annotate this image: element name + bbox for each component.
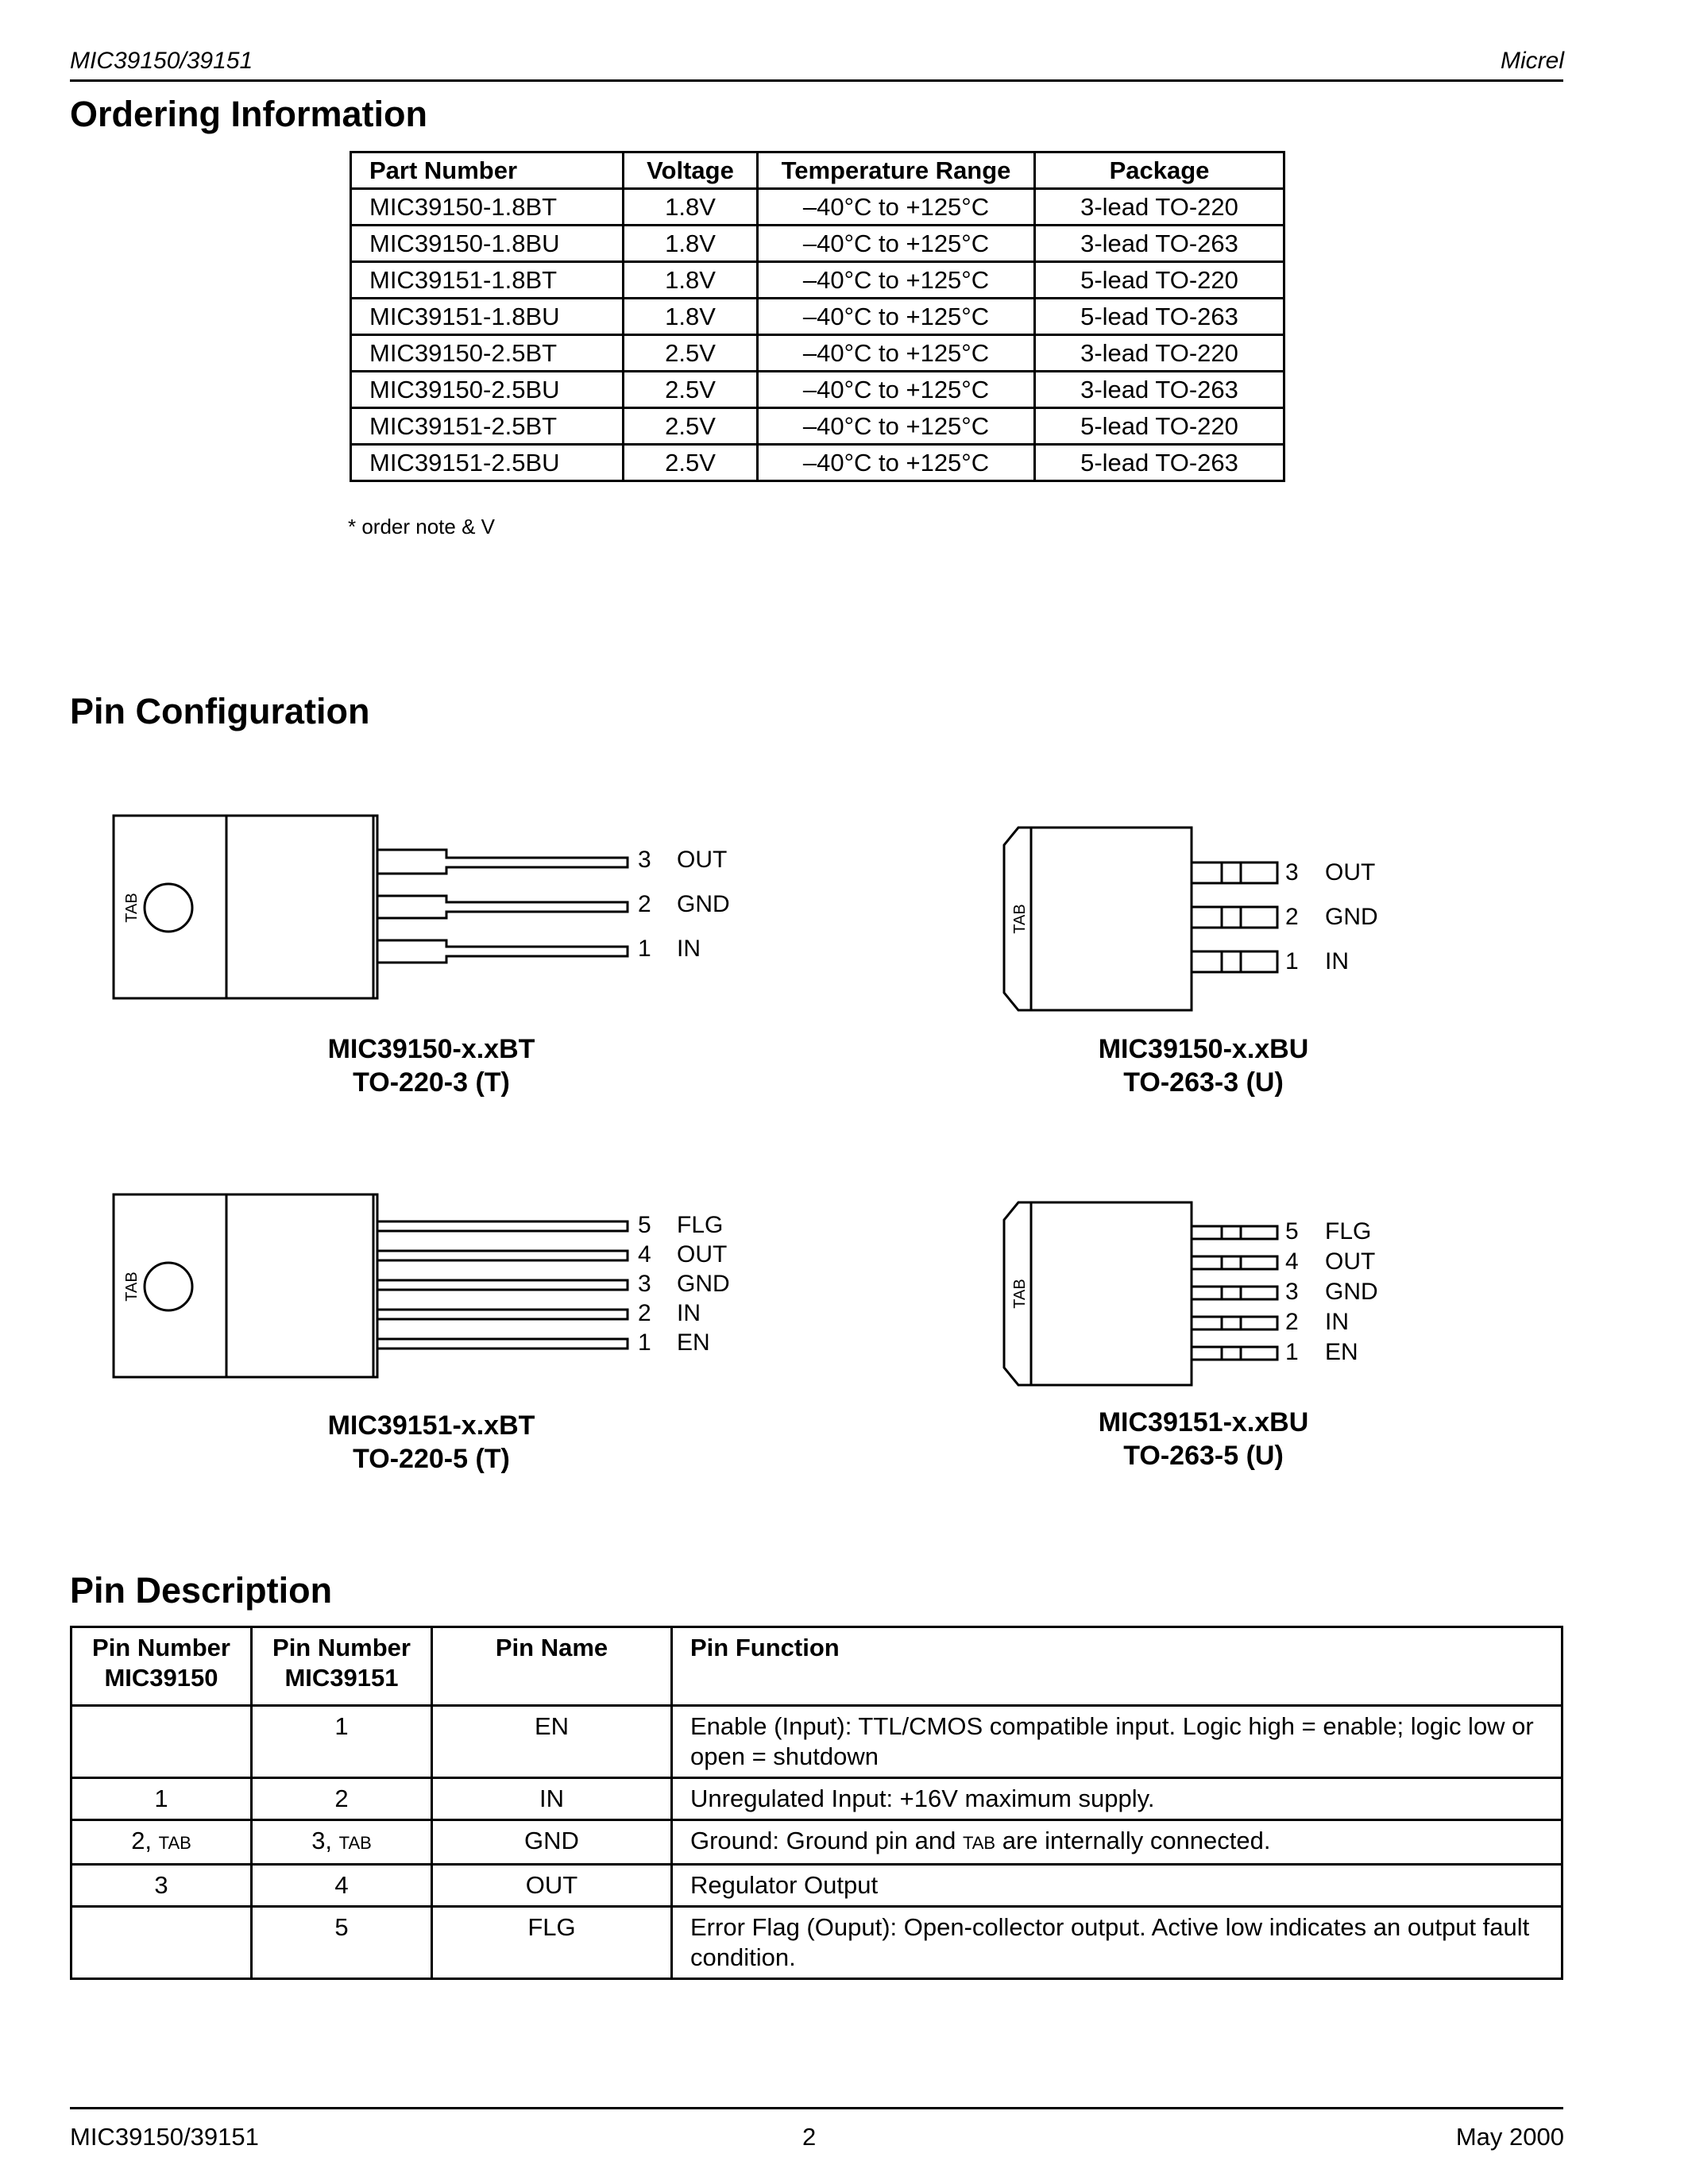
pin-name: IN <box>432 1778 672 1820</box>
table-cell: MIC39150-2.5BT <box>351 335 624 372</box>
ordering-title: Ordering Information <box>70 94 427 134</box>
pin-name: OUT <box>677 847 728 873</box>
package-type: TO-220-5 (T) <box>353 1444 510 1474</box>
tab-label: TAB <box>123 893 141 923</box>
pin-name: GND <box>1325 904 1378 930</box>
footer-doc-title: MIC39150/39151 <box>70 2123 259 2151</box>
pin-number: 1 <box>638 1329 651 1356</box>
pin-name: IN <box>677 1300 701 1326</box>
pin-function <box>672 1706 1562 1778</box>
table-cell: –40°C to +125°C <box>758 262 1035 299</box>
pin-number-mic39150 <box>71 1778 252 1820</box>
table-cell: –40°C to +125°C <box>758 299 1035 335</box>
package-label <box>233 1409 630 1476</box>
pin-name: FLG <box>1325 1218 1372 1244</box>
table-cell: –40°C to +125°C <box>758 408 1035 445</box>
pin-number-mic39150 <box>71 1907 252 1979</box>
table-cell: –40°C to +125°C <box>758 445 1035 481</box>
pin-number-mic39150 <box>71 1820 252 1865</box>
table-row <box>71 1778 1562 1820</box>
col-header <box>252 1627 432 1706</box>
pin-number: 1 <box>638 936 651 962</box>
footer-rule <box>70 2107 1563 2109</box>
table-cell: –40°C to +125°C <box>758 189 1035 226</box>
pin-number-mic39151 <box>252 1865 432 1907</box>
cell-text: 5 <box>334 1913 349 1941</box>
table-cell: 2.5V <box>624 408 758 445</box>
pin-number-mic39151 <box>252 1820 432 1865</box>
cell-text: 2 <box>334 1785 349 1812</box>
package-part-name: MIC39151-x.xBT <box>327 1410 535 1441</box>
table-cell: –40°C to +125°C <box>758 372 1035 408</box>
pin-number-mic39150 <box>71 1706 252 1778</box>
table-cell: 5-lead TO-263 <box>1035 445 1284 481</box>
footer-date: May 2000 <box>1455 2123 1564 2151</box>
pin-desc-title: Pin Description <box>70 1570 333 1611</box>
pin-number: 5 <box>1285 1218 1299 1244</box>
pin-name: EN <box>432 1706 672 1778</box>
pin-name: GND <box>432 1820 672 1865</box>
pin-number-mic39151 <box>252 1778 432 1820</box>
pin-number: 4 <box>1285 1248 1299 1275</box>
col-header: Pin Function <box>672 1627 1562 1706</box>
to220-3-package <box>114 816 628 998</box>
pin-number: 3 <box>1285 859 1299 886</box>
package-label <box>1005 1406 1402 1472</box>
tab-smallcaps: TAB <box>338 1833 372 1853</box>
package-part-name: MIC39150-x.xBU <box>1098 1034 1309 1064</box>
table-cell: MIC39151-2.5BU <box>351 445 624 481</box>
table-cell: –40°C to +125°C <box>758 335 1035 372</box>
pin-number-mic39150 <box>71 1865 252 1907</box>
pin-number: 4 <box>638 1241 651 1268</box>
pin-number: 5 <box>638 1212 651 1238</box>
pin-name: EN <box>677 1329 710 1356</box>
col-header: Temperature Range <box>758 152 1035 189</box>
pin-name: OUT <box>1325 859 1376 886</box>
cell-text: Regulator Output <box>690 1871 879 1899</box>
cell-text: 3 <box>154 1871 168 1899</box>
pin-number: 1 <box>1285 1339 1299 1365</box>
pin-name: OUT <box>1325 1248 1376 1275</box>
ordering-note: * order note & V <box>348 515 495 538</box>
table-cell: MIC39150-2.5BU <box>351 372 624 408</box>
pin-number-mic39151 <box>252 1706 432 1778</box>
pin-number-mic39151 <box>252 1907 432 1979</box>
tab-label: TAB <box>1011 904 1029 934</box>
table-row <box>71 1907 1562 1979</box>
tab-smallcaps: TAB <box>962 1833 996 1853</box>
pin-function <box>672 1907 1562 1979</box>
table-cell: 2.5V <box>624 335 758 372</box>
table-cell: 5-lead TO-220 <box>1035 262 1284 299</box>
table-cell: MIC39150-1.8BU <box>351 226 624 262</box>
pin-number: 3 <box>638 1271 651 1297</box>
to220-5-package <box>114 1194 628 1377</box>
tab-smallcaps: TAB <box>158 1833 191 1853</box>
page-number: 2 <box>802 2123 817 2151</box>
pin-name: IN <box>677 936 701 962</box>
table-cell: 1.8V <box>624 299 758 335</box>
package-part-name: MIC39150-x.xBT <box>327 1034 535 1064</box>
pin-number: 3 <box>638 847 651 873</box>
col-header: Package <box>1035 152 1284 189</box>
pin-name: OUT <box>432 1865 672 1907</box>
cell-text: Enable (Input): TTL/CMOS compatible input. Logic high = enable; logic low or open = shutdown <box>690 1712 1534 1770</box>
mounting-hole-icon <box>145 884 192 932</box>
col-header-line: MIC39151 <box>284 1664 399 1692</box>
pin-number: 3 <box>1285 1279 1299 1305</box>
pin-desc-header-row <box>71 1627 1562 1706</box>
table-cell: 1.8V <box>624 189 758 226</box>
col-header: Pin Name <box>432 1627 672 1706</box>
pin-desc-table <box>70 1626 1563 1980</box>
pin-name: IN <box>1325 1309 1349 1335</box>
pin-name: GND <box>677 891 730 917</box>
table-cell: 1.8V <box>624 262 758 299</box>
pin-name: EN <box>1325 1339 1358 1365</box>
table-cell: 3-lead TO-220 <box>1035 189 1284 226</box>
tab-label: TAB <box>123 1271 141 1302</box>
package-type: TO-263-3 (U) <box>1123 1067 1284 1098</box>
package-part-name: MIC39151-x.xBU <box>1098 1407 1309 1437</box>
table-row <box>71 1820 1562 1865</box>
mounting-hole-icon <box>145 1263 192 1310</box>
pin-config-title: Pin Configuration <box>70 691 370 731</box>
col-header <box>71 1627 252 1706</box>
col-header: Part Number <box>351 152 624 189</box>
table-cell: 3-lead TO-263 <box>1035 226 1284 262</box>
col-header-line: Pin Number <box>92 1634 230 1661</box>
table-cell: MIC39151-1.8BT <box>351 262 624 299</box>
pin-name: OUT <box>677 1241 728 1268</box>
pin-number: 2 <box>1285 904 1299 930</box>
pin-function <box>672 1778 1562 1820</box>
header-doc-title: MIC39150/39151 <box>70 48 253 74</box>
col-header: Voltage <box>624 152 758 189</box>
col-header-line: MIC39150 <box>104 1664 218 1692</box>
to263-3-package <box>1004 828 1277 1010</box>
tab-label: TAB <box>1011 1279 1029 1309</box>
table-cell: –40°C to +125°C <box>758 226 1035 262</box>
pin-name: GND <box>1325 1279 1378 1305</box>
pin-number: 2 <box>638 891 651 917</box>
package-type: TO-220-3 (T) <box>353 1067 510 1098</box>
cell-text: Ground: Ground pin and <box>690 1827 963 1854</box>
table-cell: 5-lead TO-263 <box>1035 299 1284 335</box>
package-label <box>1005 1032 1402 1099</box>
table-cell: MIC39150-1.8BT <box>351 189 624 226</box>
table-row <box>71 1706 1562 1778</box>
pin-name: FLG <box>677 1212 724 1238</box>
cell-text: 1 <box>334 1712 349 1740</box>
table-cell: 3-lead TO-220 <box>1035 335 1284 372</box>
pin-name: FLG <box>432 1907 672 1979</box>
pin-name: GND <box>677 1271 730 1297</box>
package-type: TO-263-5 (U) <box>1123 1441 1284 1471</box>
table-cell: 1.8V <box>624 226 758 262</box>
header-company: Micrel <box>1501 48 1564 74</box>
to263-5-package <box>1004 1202 1277 1385</box>
cell-text: 2, <box>131 1827 159 1854</box>
pin-number: 1 <box>1285 948 1299 974</box>
pin-number: 2 <box>638 1300 651 1326</box>
pin-function <box>672 1820 1562 1865</box>
pin-number: 2 <box>1285 1309 1299 1335</box>
cell-text: are internally connected. <box>995 1827 1271 1854</box>
cell-text: 1 <box>154 1785 168 1812</box>
table-cell: 5-lead TO-220 <box>1035 408 1284 445</box>
package-label <box>233 1032 630 1099</box>
cell-text: 4 <box>334 1871 349 1899</box>
table-cell: 2.5V <box>624 372 758 408</box>
cell-text: Error Flag (Ouput): Open-collector output. Active low indicates an output fault condition. <box>690 1913 1530 1971</box>
table-cell: MIC39151-1.8BU <box>351 299 624 335</box>
table-cell: 3-lead TO-263 <box>1035 372 1284 408</box>
table-row <box>71 1865 1562 1907</box>
pin-function <box>672 1865 1562 1907</box>
pin-name: IN <box>1325 948 1349 974</box>
col-header-line: Pin Number <box>272 1634 411 1661</box>
table-cell: 2.5V <box>624 445 758 481</box>
cell-text: Unregulated Input: +16V maximum supply. <box>690 1785 1155 1812</box>
cell-text: 3, <box>311 1827 339 1854</box>
table-cell: MIC39151-2.5BT <box>351 408 624 445</box>
